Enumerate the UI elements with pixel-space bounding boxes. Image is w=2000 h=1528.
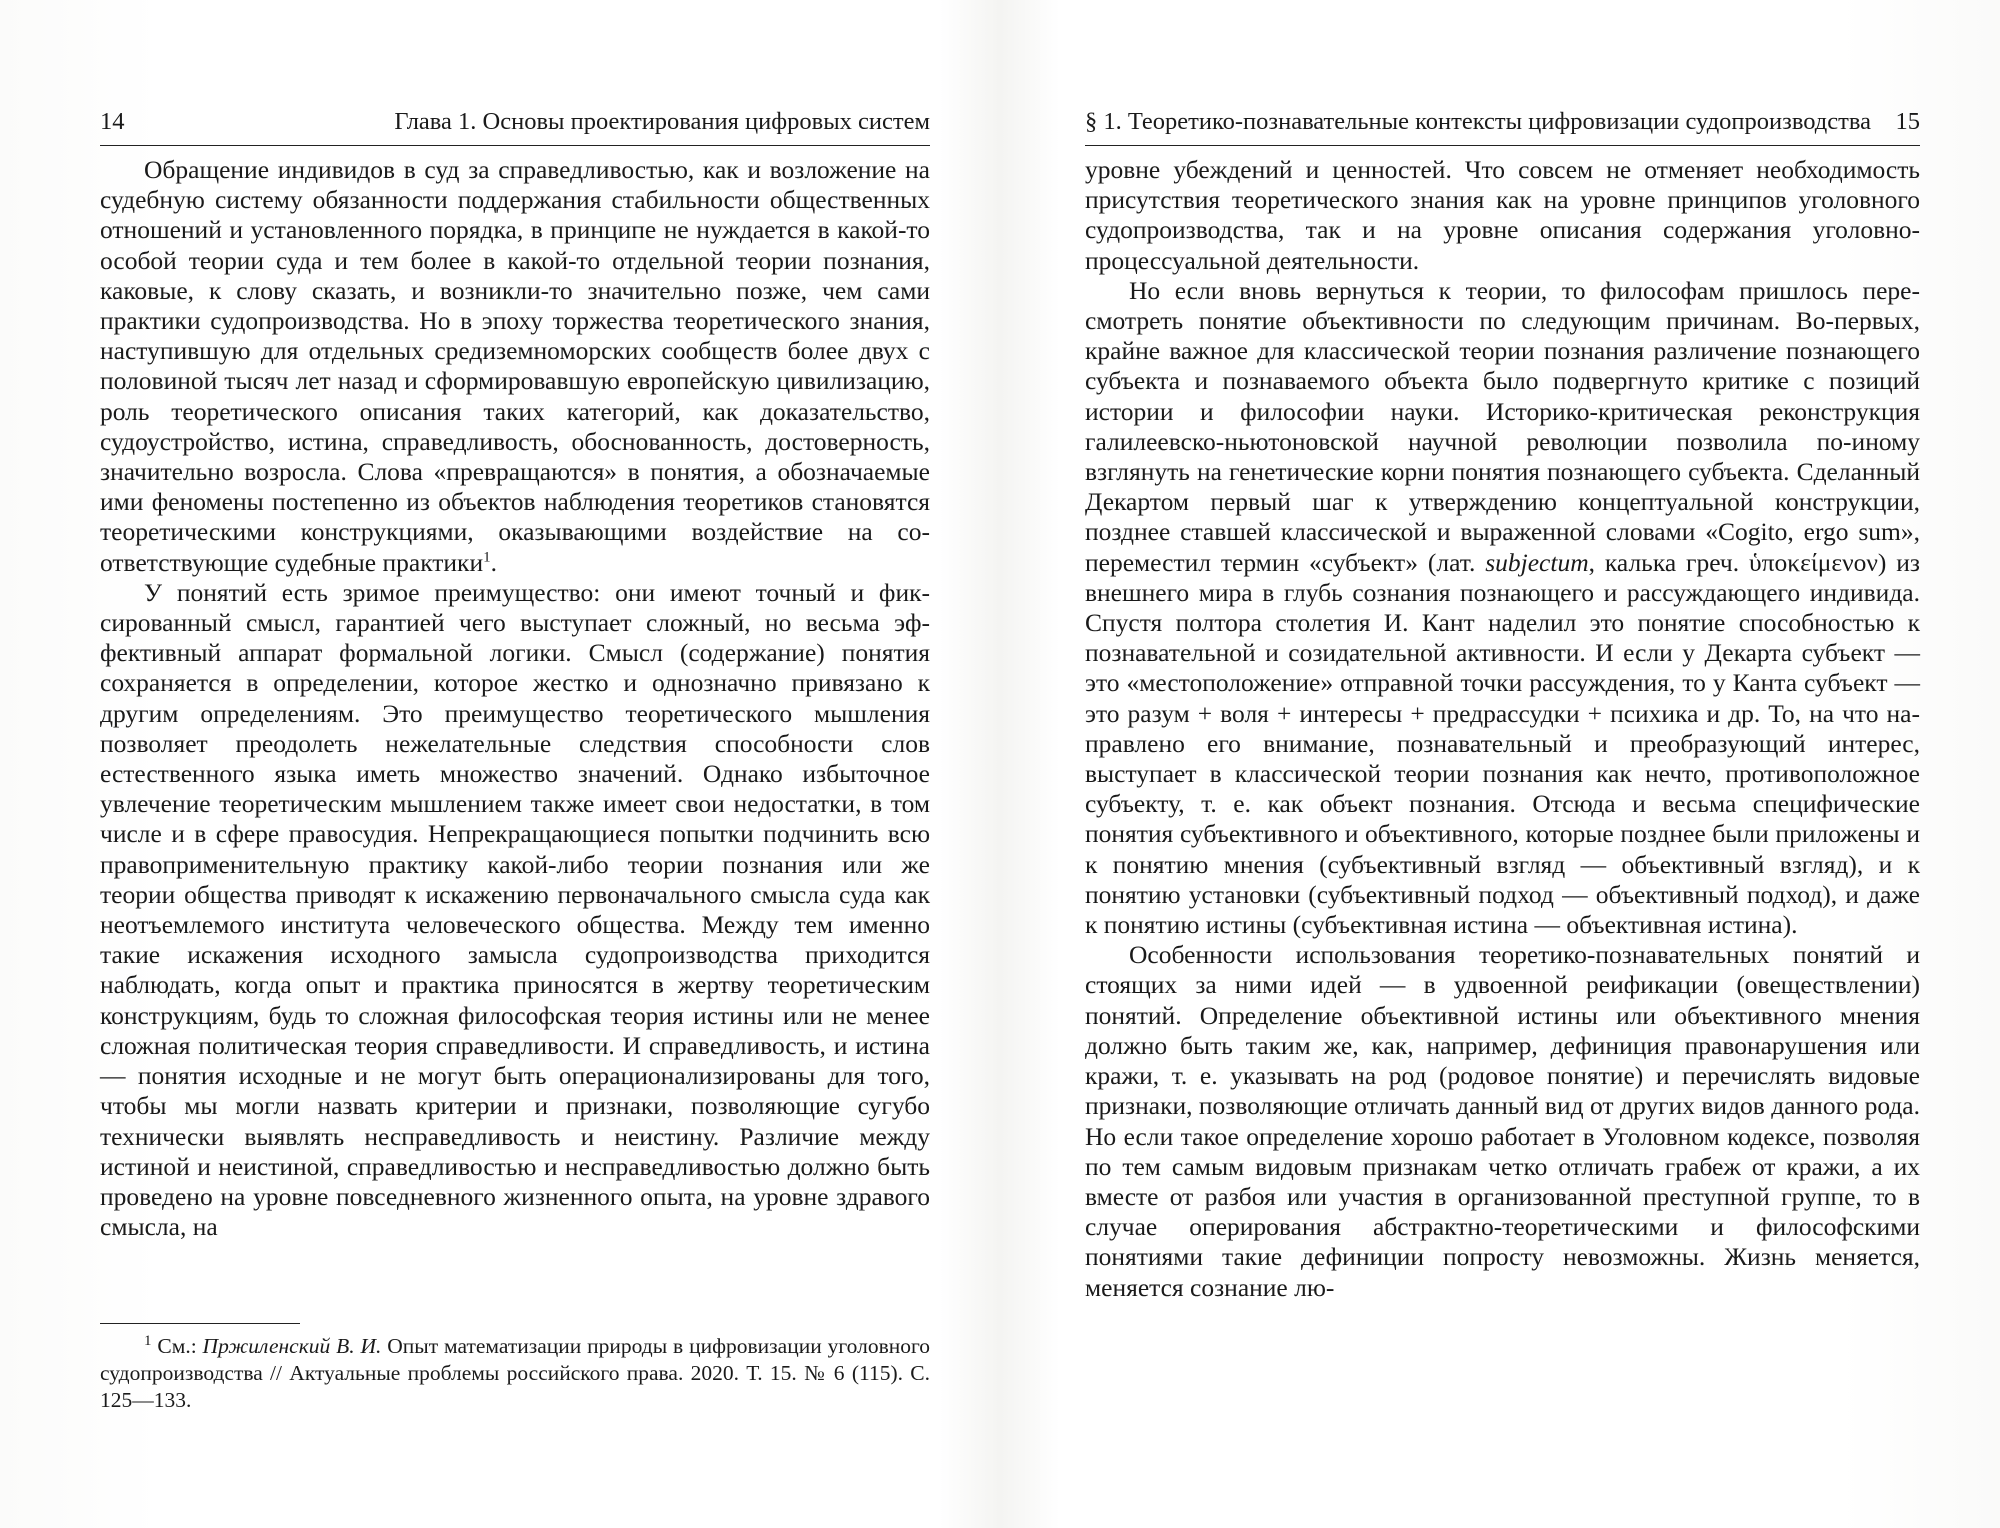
footnote-prefix: См.: xyxy=(157,1334,203,1358)
paragraph: уровне убеждений и ценностей. Что совсем не отменяет необходимость присутствия теоретического знания как на уровне принципов уголовного судопроизводства, так и на уровне описания содержания уголовно-процессуальной деятельности. xyxy=(1085,155,1920,275)
right-page xyxy=(1085,0,1920,1528)
header-rule xyxy=(100,145,930,146)
footnote-number: 1 xyxy=(144,1332,152,1349)
left-page xyxy=(100,0,930,1528)
header-rule xyxy=(1085,145,1920,146)
page-number: 15 xyxy=(1895,108,1920,135)
running-head: Глава 1. Основы проектирования цифровых систем xyxy=(394,108,930,135)
paragraph-text: Обращение индивидов в суд за справедливостью, как и возложение на судебную систему обязанности поддержания стабильности общественных отношений и установленного порядка, в принципе не нуждается в какой-то особой теории суда и тем более в какой-то отдельной теории познания, каковые, к слову сказать, и возникли-то значительно позже, чем сами практики судопроизводства. Но в эпоху торжества теоретического знания, наступившую для отдельных средиземноморских сообществ более двух с половиной тысяч лет назад и сформировавшую европейскую цивилизацию, роль теоретического описания таких категорий, как доказательство, судоустройство, истина, справедливость, обоснованность, достоверность, значительно возросла. Слова «превращаются» в понятия, а обозначаемые ими феномены постепенно из объектов наблюдения теоретиков становятся теоретическими конструкциями, оказывающими воздействие на соответствующие судебные практики xyxy=(100,155,930,577)
paragraph: Особенности использования теоретико-познавательных понятий и стоящих за ними идей — в удвоенной реификации (овеществлении) понятий. Определение объективной истины или объективного мнения должно быть таким же, как, например, дефиниция правонарушения или кражи, т. е. указывать на род (родовое понятие) и перечислять видовые признаки, позволяющие отличать данный вид от других видов данного рода. Но если такое определение хорошо работает в Уголовном кодексе, позволяя по тем самым видовым признакам четко отличать грабеж от кражи, а их вместе от разбоя или участия в организованной преступной группе, то в случае оперирования абстрактно-теоретическими и философскими понятиями такие дефиниции попросту невозможны. Жизнь меняется, меняется сознание лю- xyxy=(1085,940,1920,1302)
paragraph: У понятий есть зримое преимущество: они имеют точный и фиксированный смысл, гарантией чего выступает сложный, но весьма эффективный аппарат формальной логики. Смысл (содержание) понятия сохраняется в определении, которое жестко и однозначно привязано к другим определениям. Это преимущество теоретического мышления позволяет преодолеть нежелательные следствия способности слов естественного языка иметь множество значений. Однако избыточное увлечение теоретическим мышлением также имеет свои недостатки, в том числе и в сфере правосудия. Непрекращающиеся попытки подчинить всю правоприменительную практику какой-либо теории познания или же теории общества приводят к искажению первоначального смысла суда как неотъемлемого института человеческого общества. Между тем именно такие искажения исходного замысла судопроизводства приходится наблюдать, когда опыт и практика приносятся в жертву теоретическим конструкциям, будь то сложная философская теория истины или не менее сложная политическая теория справедливости. И справедливость, и истина — понятия исходные и не могут быть операционализированы для того, чтобы мы могли назвать критерии и признаки, позволяющие сугубо технически выявлять несправедливость и неистину. Различие между истиной и неистиной, справедливостью и несправедливостью должно быть проведено на уровне повседневного жизненного опыта, на уровне здравого смысла, на xyxy=(100,577,930,1242)
latin-term: subjectum xyxy=(1485,547,1589,577)
right-page-header xyxy=(1085,105,1920,139)
paragraph-text: Но если вновь вернуться к теории, то философам пришлось пересмотреть понятие объективности по следующим причинам. Во-первых, крайне важное для классической теории познания различение познающего субъекта и познаваемого объекта было подвергнуто критике с позиций истории и философии науки. Историко-критическая реконструкция галилеевско-ньютоновской научной революции позволила по-иному взглянуть на генетические корни понятия познающего субъекта. Сделанный Декартом первый шаг к утверждению концептуальной конструкции, позднее ставшей классической и выраженной словами «Cogito, ergo sum», переместил термин «субъект» (лат. xyxy=(1085,275,1920,577)
footnote-text: Опыт математизации природы в цифровизации уголовного судопроизводства // Актуальные проблемы российского права. 2020. Т. 15. № 6 (115). С. 125—133. xyxy=(100,1334,931,1412)
paragraph xyxy=(1085,276,1920,940)
page-number: 14 xyxy=(100,108,125,135)
paragraph: Обращение индивидов в суд за справедливостью, как и возложение на судебную систему обязанности поддержания стабильности общественных отношений и установленного порядка, в принципе не нуждается в какой-то особой теории суда и тем более в какой-то отдельной теории познания, каковые, к слову сказать, и возникли-то значительно позже, чем сами практики судопроизводства. Но в эпоху торжества теоретического знания, наступившую для отдельных средиземноморских сообществ более двух с половиной тысяч лет назад и сформировавшую европейскую цивилизацию, роль теоретического описания таких категорий, как доказательство, судоустройство, истина, справедливость, обоснованность, достоверность, значительно возросла. Слова «превращаются» в понятия, а обозначаемые ими феномены постепенно из объектов наблюдения теоретиков становятся теоретическими конструкциями, оказывающими воздействие на соответствующие судебные практики$^1$. xyxy=(100,155,930,577)
left-page-header xyxy=(100,105,930,139)
right-page-body xyxy=(1085,155,1920,1303)
footnote xyxy=(100,1333,930,1414)
footnote-marker: 1 xyxy=(483,549,491,566)
footnote-author: Пржиленский В. И. xyxy=(202,1334,382,1358)
running-head: § 1. Теоретико-познавательные контексты цифровизации судопроизводства xyxy=(1085,108,1871,135)
footnote-rule xyxy=(100,1323,300,1324)
paragraph-text: , калька греч. ὑποκείμενον) из внешнего мира в глубь сознания познающего и рассуждающего индивида. Спустя полтора столетия И. Кант наделил это понятие способностью к познавательной и созидательной активности. И если у Декарта субъект — это «местоположение» отправной точки рассуждения, то у Канта субъект — это разум + воля + интересы + предрассудки + психика и др. То, на что направлено его внимание, познавательный и преобразующий интерес, выступает в классической теории познания как нечто, противоположное субъекту, т. е. как объект познания. Отсюда и весьма специфические понятия субъективного и объективного, которые позднее были приложены и к понятию мнения (субъективный взгляд — объективный взгляд), и к понятию установки (субъективный подход — объективный подход), и даже к понятию истины (субъективная истина — объективная истина). xyxy=(1085,547,1920,940)
left-page-body xyxy=(100,155,930,1242)
